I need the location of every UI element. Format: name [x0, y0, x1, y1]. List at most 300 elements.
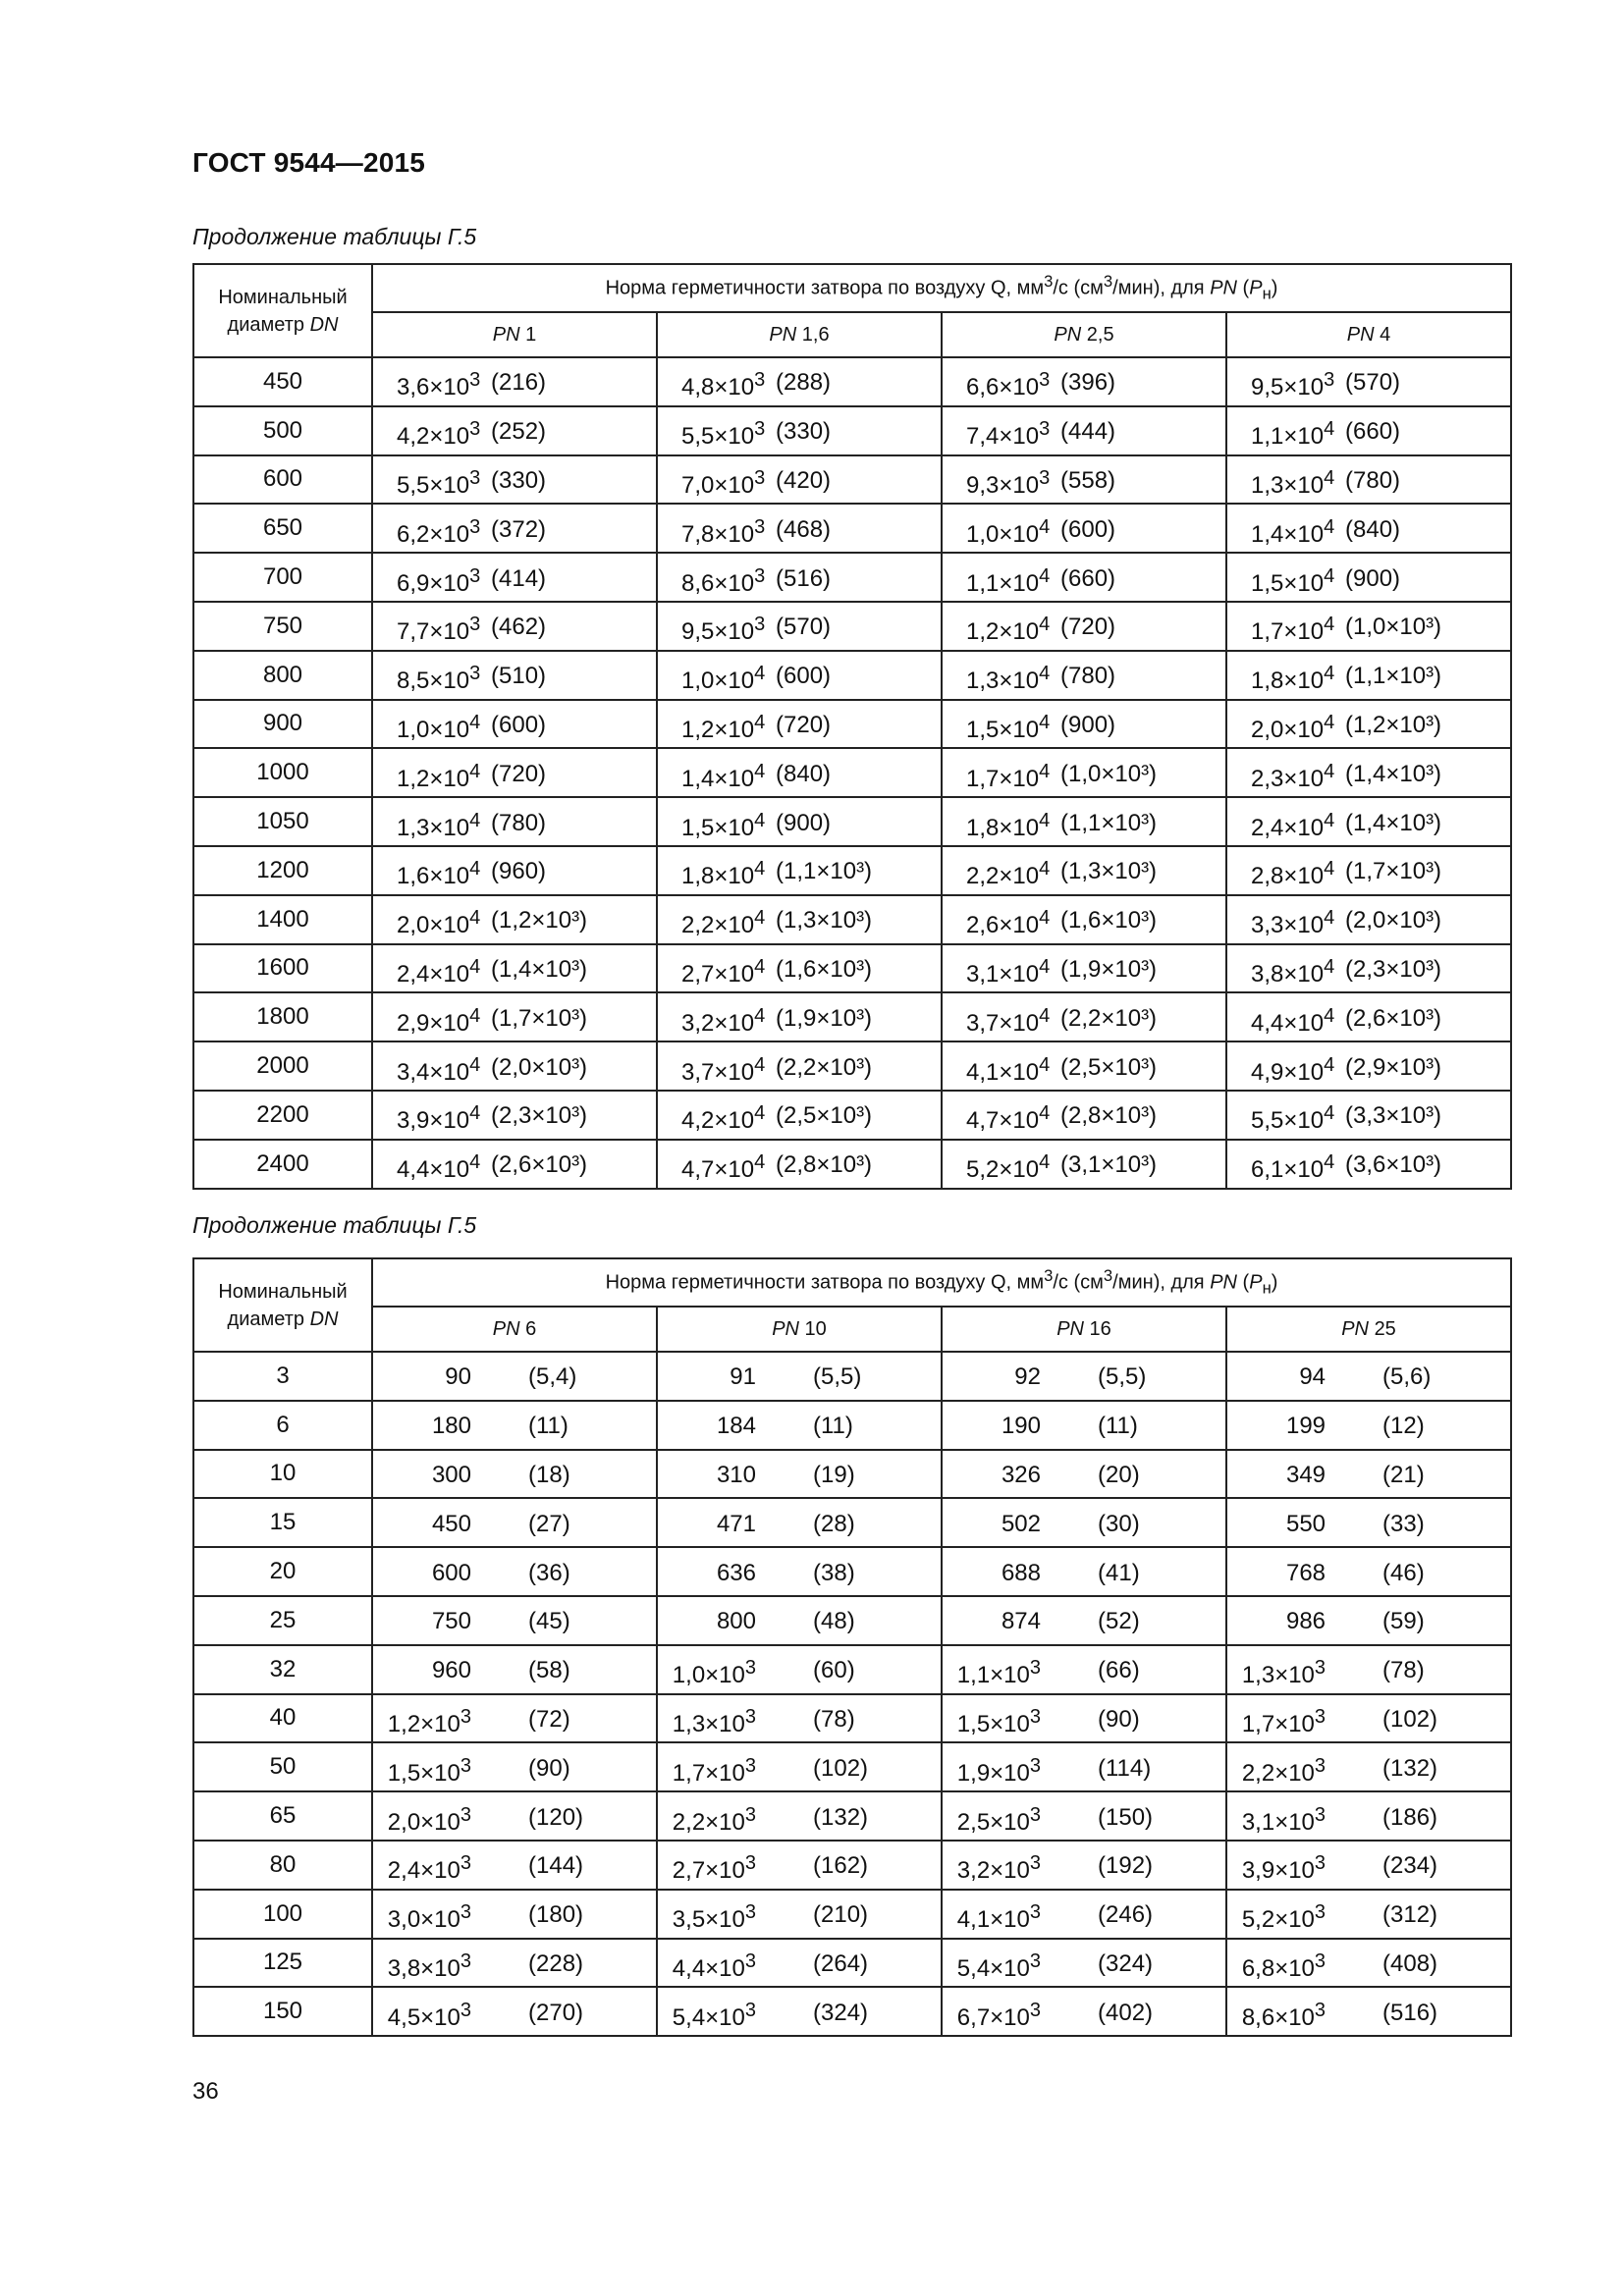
leak-rate-cm3min: (46)	[1382, 1559, 1425, 1586]
leak-rate-exponent: 4	[1324, 858, 1335, 881]
leak-rate-mantissa: 7,4×10	[966, 423, 1040, 451]
leak-rate-mm3s	[681, 516, 765, 549]
leak-rate-cm3min: (1,4×10³)	[1345, 760, 1442, 787]
leak-rate-exponent: 4	[1324, 1053, 1335, 1076]
leak-rate-mantissa: 4,2×10	[397, 423, 470, 451]
leak-rate-value-wrap	[658, 701, 941, 747]
leak-rate-cell	[372, 1890, 657, 1939]
pn-header-row	[193, 312, 1511, 357]
leak-rate-mantissa: 1,1×10	[1251, 423, 1325, 451]
leak-rate-mantissa: 5,5×10	[1251, 1107, 1325, 1135]
leak-rate-cell	[657, 1140, 942, 1189]
leak-rate-value-wrap	[373, 407, 656, 454]
leak-rate-cm3min: (840)	[776, 760, 832, 787]
leak-rate-mm3s	[397, 1102, 480, 1135]
leak-rate-exponent: 3	[469, 466, 481, 489]
leak-rate-mm3s	[717, 1511, 756, 1538]
leak-rate-cm3min: (2,0×10³)	[1345, 907, 1442, 934]
leak-rate-cm3min: (1,2×10³)	[491, 907, 588, 934]
leak-rate-mm3s	[397, 907, 480, 939]
leak-rate-cell	[372, 1791, 657, 1841]
leak-rate-value-wrap	[658, 799, 941, 845]
pn-label: PN	[1056, 1317, 1084, 1340]
leak-rate-mm3s	[1251, 1151, 1334, 1184]
leak-rate-mm3s	[966, 1102, 1050, 1135]
dn-header-line2: диаметр	[227, 313, 310, 336]
dn-cell: 800	[193, 651, 372, 700]
dn-cell: 125	[193, 1939, 372, 1988]
leak-rate-value-wrap	[1227, 1744, 1510, 1790]
leak-rate-cm3min: (114)	[1098, 1754, 1152, 1782]
leak-rate-cm3min: (27)	[528, 1510, 570, 1537]
leak-rate-mm3s	[730, 1363, 756, 1391]
leak-rate-cm3min: (66)	[1098, 1657, 1140, 1684]
table-body	[193, 357, 1511, 1189]
leak-rate-value-wrap	[658, 1695, 941, 1741]
leak-rate-cm3min: (41)	[1098, 1559, 1140, 1586]
leak-rate-cell	[372, 504, 657, 553]
leak-rate-mantissa: 1,0×10	[672, 1662, 745, 1689]
leak-rate-value-wrap	[1227, 407, 1510, 454]
leak-rate-cm3min: (78)	[1382, 1657, 1425, 1684]
leak-rate-mm3s	[432, 1560, 471, 1587]
leak-rate-mm3s	[1251, 418, 1334, 451]
leak-rate-value-wrap	[943, 1646, 1225, 1692]
leak-rate-exponent: 3	[1029, 1999, 1041, 2021]
norm-header-text: )	[1271, 277, 1278, 299]
pn-value: 2,5	[1086, 323, 1114, 346]
leak-rate-mantissa: 3,7×10	[966, 1009, 1040, 1037]
leak-rate-value-wrap	[1227, 847, 1510, 893]
leak-rate-mantissa: 4,1×10	[956, 1906, 1030, 1934]
norm-header-sup: 3	[1044, 1266, 1054, 1286]
leak-rate-cm3min: (408)	[1382, 1949, 1438, 1977]
leak-rate-cell	[942, 651, 1226, 700]
leak-rate-exponent: 3	[1314, 1803, 1326, 1826]
leak-rate-cell	[372, 1091, 657, 1140]
leak-rate-cell	[372, 602, 657, 651]
leak-rate-exponent: 3	[744, 1754, 756, 1777]
leak-rate-cm3min: (2,5×10³)	[776, 1102, 873, 1130]
leak-rate-cm3min: (228)	[528, 1949, 584, 1977]
leak-rate-mm3s	[1251, 614, 1334, 646]
leak-rate-cm3min: (1,7×10³)	[1345, 858, 1442, 885]
leak-rate-cm3min: (900)	[1345, 564, 1401, 592]
leak-rate-mantissa: 960	[431, 1657, 471, 1684]
leak-rate-exponent: 4	[1039, 1102, 1051, 1125]
table-row	[193, 797, 1511, 846]
pn-label: PN	[769, 323, 797, 346]
leak-rate-cell	[372, 1450, 657, 1499]
leak-rate-cell	[657, 1041, 942, 1091]
leak-rate-mm3s	[673, 1901, 756, 1934]
leak-rate-value-wrap	[1227, 1353, 1510, 1399]
leak-rate-exponent: 4	[1039, 907, 1051, 930]
leak-rate-mm3s	[681, 858, 765, 890]
leak-rate-cell	[657, 1645, 942, 1694]
leak-rate-cell	[1226, 1041, 1511, 1091]
pn-column-header	[942, 1307, 1226, 1352]
leak-rate-value-wrap	[658, 506, 941, 552]
leak-rate-mantissa: 5,5×10	[397, 471, 470, 499]
leak-rate-exponent: 4	[1324, 418, 1335, 441]
leak-rate-value-wrap	[1227, 994, 1510, 1041]
leak-rate-mantissa: 5,2×10	[966, 1156, 1040, 1184]
leak-rate-cell	[942, 1645, 1226, 1694]
leak-rate-cell	[942, 1091, 1226, 1140]
leak-rate-value-wrap	[1227, 456, 1510, 503]
leak-rate-exponent: 4	[754, 1102, 766, 1125]
leak-rate-exponent: 4	[754, 760, 766, 782]
leak-rate-mantissa: 3,8×10	[1251, 960, 1325, 988]
leak-rate-value-wrap	[943, 1793, 1225, 1840]
leak-rate-value-wrap	[658, 1141, 941, 1187]
leak-rate-mantissa: 1,7×10	[966, 765, 1040, 792]
leak-rate-mm3s	[1286, 1608, 1326, 1635]
leak-rate-exponent: 3	[744, 1705, 756, 1728]
document-title: ГОСТ 9544—2015	[192, 147, 426, 178]
leak-rate-cell	[1226, 406, 1511, 455]
leak-rate-cell	[657, 1401, 942, 1450]
table-row	[193, 992, 1511, 1041]
leak-rate-mantissa: 94	[1299, 1363, 1326, 1391]
dn-cell: 20	[193, 1547, 372, 1596]
leak-rate-cell	[942, 357, 1226, 406]
leak-rate-cm3min: (252)	[491, 418, 547, 446]
leak-rate-value-wrap	[943, 1549, 1225, 1595]
leak-rate-value-wrap	[1227, 1043, 1510, 1090]
leak-rate-mm3s	[397, 614, 480, 646]
leak-rate-exponent: 3	[1314, 1949, 1326, 1972]
leak-rate-mm3s	[966, 1151, 1050, 1184]
leak-rate-mantissa: 2,7×10	[681, 960, 755, 988]
leak-rate-cm3min: (90)	[1098, 1705, 1140, 1733]
table-row	[193, 1401, 1511, 1450]
leak-rate-exponent: 3	[460, 1852, 471, 1875]
leak-rate-cell	[657, 944, 942, 993]
leak-rate-cell	[942, 700, 1226, 749]
leak-rate-value-wrap	[1227, 358, 1510, 404]
leak-rate-cm3min: (960)	[491, 858, 547, 885]
dn-cell: 25	[193, 1596, 372, 1645]
leak-rate-cm3min: (720)	[1060, 614, 1116, 641]
leak-rate-exponent: 3	[754, 369, 766, 392]
leak-rate-cm3min: (186)	[1382, 1803, 1438, 1831]
leak-rate-value-wrap	[373, 1353, 656, 1399]
leak-rate-cm3min: (780)	[1345, 466, 1401, 494]
leak-rate-cm3min: (600)	[1060, 515, 1116, 543]
leak-rate-mantissa: 1,8×10	[966, 814, 1040, 841]
leak-rate-mm3s	[432, 1657, 471, 1684]
leak-rate-mantissa: 1,5×10	[956, 1710, 1030, 1737]
table-row	[193, 1939, 1511, 1988]
leak-norm-header	[372, 1258, 1511, 1307]
table-row	[193, 846, 1511, 895]
leak-rate-exponent: 4	[1324, 515, 1335, 538]
leak-rate-mm3s	[681, 1054, 765, 1087]
leak-rate-mantissa: 91	[730, 1363, 756, 1391]
table-header	[193, 1258, 1511, 1352]
leak-rate-cm3min: (510)	[491, 663, 547, 690]
leak-rate-value-wrap	[943, 1891, 1225, 1937]
leak-rate-cell	[657, 846, 942, 895]
leak-rate-cm3min: (1,3×10³)	[1060, 858, 1158, 885]
pn-label: PN	[492, 1317, 520, 1340]
leak-rate-mm3s	[717, 1413, 756, 1440]
leak-rate-mantissa: 1,3×10	[672, 1710, 745, 1737]
leak-rate-cell	[1226, 1547, 1511, 1596]
leak-rate-mantissa: 8,5×10	[397, 667, 470, 695]
leak-rate-mm3s	[673, 1657, 756, 1689]
leak-rate-exponent: 3	[469, 418, 481, 441]
leak-rate-cm3min: (102)	[1382, 1705, 1438, 1733]
leak-rate-mantissa: 1,5×10	[681, 814, 755, 841]
leak-rate-cm3min: (720)	[491, 760, 547, 787]
leak-rate-mm3s	[681, 956, 765, 988]
leak-rate-exponent: 4	[1039, 1151, 1051, 1174]
leak-rate-cm3min: (58)	[528, 1657, 570, 1684]
leak-rate-cell	[657, 1498, 942, 1547]
leak-rate-value-wrap	[1227, 1402, 1510, 1448]
leak-rate-mm3s	[966, 712, 1050, 744]
norm-header-text: (	[1237, 277, 1250, 299]
leak-rate-value-wrap	[1227, 1549, 1510, 1595]
dn-cell: 1600	[193, 944, 372, 993]
norm-header-pn: PN	[1210, 1271, 1237, 1294]
leak-rate-exponent: 4	[1039, 515, 1051, 538]
dn-cell: 150	[193, 1987, 372, 2036]
table-row	[193, 1694, 1511, 1743]
dn-cell: 450	[193, 357, 372, 406]
leak-rate-mantissa: 3,0×10	[387, 1906, 460, 1934]
leak-rate-value-wrap	[1227, 1597, 1510, 1643]
leak-rate-exponent: 4	[469, 1151, 481, 1174]
leak-rate-cell	[942, 1791, 1226, 1841]
table-row	[193, 406, 1511, 455]
leak-rate-value-wrap	[658, 896, 941, 942]
leak-rate-mantissa: 2,0×10	[1251, 716, 1325, 743]
leak-rate-value-wrap	[943, 407, 1225, 454]
leak-rate-cm3min: (192)	[1098, 1852, 1154, 1880]
leak-rate-cm3min: (900)	[1060, 711, 1116, 738]
leak-rate-mm3s	[673, 1755, 756, 1788]
pn-column-header	[372, 1307, 657, 1352]
leak-rate-mm3s	[1299, 1363, 1326, 1391]
leak-rate-mm3s	[1242, 1755, 1326, 1788]
leak-rate-cell	[1226, 1401, 1511, 1450]
leak-rate-exponent: 3	[1314, 1852, 1326, 1875]
leak-rate-cell	[372, 992, 657, 1041]
leak-rate-exponent: 4	[1324, 663, 1335, 685]
leak-rate-mm3s	[432, 1511, 471, 1538]
leak-rate-mm3s	[1286, 1511, 1326, 1538]
leak-rate-mantissa: 1,1×10	[966, 569, 1040, 597]
leak-rate-cm3min: (3,3×10³)	[1345, 1102, 1442, 1130]
leak-rate-exponent: 3	[1314, 1657, 1326, 1680]
leak-rate-mm3s	[966, 956, 1050, 988]
leak-rate-value-wrap	[943, 896, 1225, 942]
leak-rate-mm3s	[673, 1950, 756, 1983]
norm-header-text: /мин), для	[1112, 277, 1211, 299]
leak-rate-value-wrap	[658, 1891, 941, 1937]
leak-rate-cell	[1226, 1694, 1511, 1743]
leak-rate-mm3s	[1251, 663, 1334, 695]
leak-rate-mantissa: 9,5×10	[1251, 374, 1325, 401]
pn-label: PN	[1346, 323, 1375, 346]
leak-rate-value-wrap	[373, 1646, 656, 1692]
dn-header-line1: Номинальный	[218, 286, 348, 308]
table-row	[193, 553, 1511, 602]
leak-rate-value-wrap	[373, 1597, 656, 1643]
leak-rate-value-wrap	[658, 750, 941, 796]
leak-rate-exponent: 3	[469, 564, 481, 587]
leak-rate-value-wrap	[943, 555, 1225, 601]
leak-rate-value-wrap	[1227, 506, 1510, 552]
leak-rate-cell	[372, 700, 657, 749]
leak-norm-header	[372, 264, 1511, 312]
dn-cell: 50	[193, 1742, 372, 1791]
leak-rate-mm3s	[388, 1901, 471, 1934]
pn-label: PN	[1054, 323, 1082, 346]
leak-rate-mantissa: 1,3×10	[1241, 1662, 1315, 1689]
leak-rate-cell	[372, 406, 657, 455]
leak-rate-mantissa: 3,2×10	[956, 1857, 1030, 1885]
leak-rate-cell	[657, 357, 942, 406]
leak-rate-mm3s	[1001, 1608, 1041, 1635]
leak-rate-mm3s	[388, 1706, 471, 1738]
leak-rate-mantissa: 1,2×10	[966, 618, 1040, 646]
leak-rate-cm3min: (234)	[1382, 1852, 1438, 1880]
leak-rate-mm3s	[388, 1755, 471, 1788]
leak-rate-mantissa: 190	[1001, 1413, 1041, 1440]
leak-rate-mantissa: 300	[431, 1461, 471, 1488]
leak-rate-exponent: 3	[744, 1999, 756, 2021]
leak-rate-cm3min: (144)	[528, 1852, 584, 1880]
leak-rate-cm3min: (20)	[1098, 1461, 1140, 1488]
leak-rate-cm3min: (21)	[1382, 1461, 1425, 1488]
leak-rate-exponent: 4	[1324, 955, 1335, 978]
dn-cell: 1000	[193, 748, 372, 797]
leak-rate-mantissa: 1,8×10	[1251, 667, 1325, 695]
leak-rate-exponent: 3	[1029, 1901, 1041, 1924]
leak-rate-cell	[657, 1091, 942, 1140]
leak-rate-mm3s	[1251, 761, 1334, 793]
leak-rate-mm3s	[957, 1706, 1041, 1738]
leak-rate-value-wrap	[373, 1793, 656, 1840]
leak-rate-value-wrap	[373, 1092, 656, 1138]
leak-rate-mm3s	[397, 1151, 480, 1184]
leak-rate-exponent: 4	[754, 907, 766, 930]
leak-rate-cm3min: (18)	[528, 1461, 570, 1488]
leak-rate-mantissa: 4,7×10	[966, 1107, 1040, 1135]
leak-rate-cm3min: (12)	[1382, 1413, 1425, 1440]
norm-header-text: )	[1271, 1271, 1278, 1294]
leak-rate-exponent: 4	[469, 907, 481, 930]
leak-rate-value-wrap	[373, 358, 656, 404]
leak-rate-exponent: 4	[1324, 564, 1335, 587]
leak-rate-mantissa: 2,4×10	[387, 1857, 460, 1885]
leak-rate-cell	[942, 1450, 1226, 1499]
leak-rate-cm3min: (558)	[1060, 466, 1116, 494]
leak-rate-mm3s	[432, 1608, 471, 1635]
leak-rate-cm3min: (288)	[776, 369, 832, 397]
leak-rate-cell	[1226, 797, 1511, 846]
leak-rate-mm3s	[432, 1413, 471, 1440]
leak-rate-exponent: 4	[754, 1053, 766, 1076]
leak-rate-mm3s	[966, 565, 1050, 598]
leak-rate-exponent: 3	[754, 466, 766, 489]
leak-rate-cell	[1226, 1939, 1511, 1988]
leak-rate-cell	[657, 406, 942, 455]
leak-rate-value-wrap	[1227, 896, 1510, 942]
leak-rate-cm3min: (5,4)	[528, 1363, 577, 1391]
leak-rate-cell	[372, 357, 657, 406]
leak-rate-table-pn1-4	[192, 263, 1512, 1190]
leak-rate-mm3s	[1251, 712, 1334, 744]
leak-rate-mantissa: 4,8×10	[681, 374, 755, 401]
leak-rate-mm3s	[673, 2000, 756, 2032]
leak-rate-value-wrap	[658, 1793, 941, 1840]
leak-rate-value-wrap	[658, 1549, 941, 1595]
leak-rate-mantissa: 550	[1285, 1510, 1326, 1537]
dn-cell: 900	[193, 700, 372, 749]
leak-rate-mantissa: 3,3×10	[1251, 912, 1325, 939]
leak-rate-cm3min: (660)	[1345, 418, 1401, 446]
norm-header-sup: 3	[1044, 272, 1054, 292]
leak-rate-mm3s	[397, 712, 480, 744]
leak-rate-cell	[942, 504, 1226, 553]
leak-rate-mm3s	[1242, 1852, 1326, 1885]
leak-rate-value-wrap	[658, 1940, 941, 1986]
leak-rate-exponent: 3	[1314, 1999, 1326, 2021]
leak-rate-exponent: 3	[460, 1803, 471, 1826]
leak-rate-exponent: 4	[469, 1004, 481, 1027]
leak-rate-mantissa: 5,4×10	[672, 2003, 745, 2031]
dn-cell: 1800	[193, 992, 372, 1041]
dn-cell: 1200	[193, 846, 372, 895]
leak-rate-cell	[942, 553, 1226, 602]
norm-header-text: /с (см	[1053, 1271, 1104, 1294]
leak-rate-mantissa: 1,1×10	[956, 1662, 1030, 1689]
leak-rate-cell	[942, 1352, 1226, 1401]
leak-rate-mm3s	[681, 810, 765, 842]
dn-column-header	[193, 1258, 372, 1352]
norm-header-sup: 3	[1103, 1266, 1113, 1286]
leak-rate-cell	[372, 1498, 657, 1547]
leak-rate-cell	[657, 992, 942, 1041]
leak-rate-mantissa: 4,4×10	[397, 1156, 470, 1184]
leak-rate-exponent: 4	[469, 1102, 481, 1125]
leak-rate-cell	[657, 1450, 942, 1499]
leak-rate-cm3min: (180)	[528, 1901, 584, 1929]
leak-rate-mm3s	[1242, 1950, 1326, 1983]
leak-rate-mm3s	[1242, 1804, 1326, 1837]
leak-rate-mm3s	[397, 467, 480, 500]
leak-rate-value-wrap	[943, 1597, 1225, 1643]
leak-rate-cell	[372, 1547, 657, 1596]
leak-rate-cm3min: (444)	[1060, 418, 1116, 446]
leak-rate-value-wrap	[658, 1353, 941, 1399]
leak-rate-mantissa: 4,9×10	[1251, 1058, 1325, 1086]
leak-rate-cell	[1226, 553, 1511, 602]
leak-rate-mm3s	[397, 858, 480, 890]
leak-rate-cm3min: (2,6×10³)	[1345, 1004, 1442, 1032]
leak-rate-value-wrap	[1227, 1500, 1510, 1546]
leak-rate-cm3min: (330)	[491, 466, 547, 494]
leak-rate-mm3s	[397, 1054, 480, 1087]
leak-rate-cm3min: (660)	[1060, 564, 1116, 592]
leak-rate-mm3s	[1242, 2000, 1326, 2032]
